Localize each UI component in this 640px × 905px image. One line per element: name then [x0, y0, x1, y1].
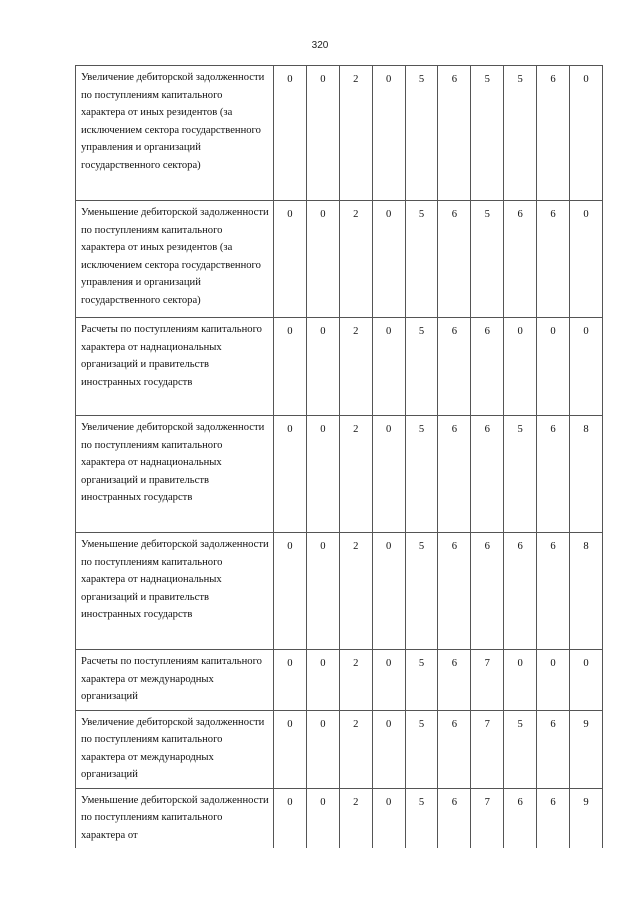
code-digit-cell: 0 [274, 533, 307, 650]
table-body [76, 66, 603, 849]
code-digit-cell: 0 [306, 416, 339, 533]
code-digit-cell: 0 [274, 650, 307, 711]
code-digit-cell: 0 [372, 201, 405, 318]
table-row [76, 710, 603, 788]
code-digit-cell: 2 [339, 416, 372, 533]
code-digit-cell: 8 [570, 533, 603, 650]
code-digit-cell: 6 [438, 318, 471, 416]
table-row [76, 416, 603, 533]
page-number: 320 [311, 40, 329, 51]
code-digit-cell: 6 [537, 710, 570, 788]
code-digit-cell: 6 [537, 66, 570, 201]
code-digit-cell: 0 [570, 201, 603, 318]
code-digit-cell: 6 [537, 788, 570, 848]
code-digit-cell: 2 [339, 710, 372, 788]
code-digit-cell: 6 [504, 788, 537, 848]
code-digit-cell: 2 [339, 533, 372, 650]
code-digit-cell: 6 [471, 318, 504, 416]
table-row [76, 533, 603, 650]
code-digit-cell: 0 [306, 710, 339, 788]
code-digit-cell: 7 [471, 788, 504, 848]
code-digit-cell: 0 [306, 650, 339, 711]
row-description: Расчеты по поступлениям капитального характера от наднациональных организаций и правительств иностранных государств [76, 318, 274, 416]
code-digit-cell: 5 [405, 416, 438, 533]
code-digit-cell: 0 [306, 66, 339, 201]
code-digit-cell: 8 [570, 416, 603, 533]
code-digit-cell: 0 [372, 533, 405, 650]
code-digit-cell: 0 [504, 650, 537, 711]
code-digit-cell: 6 [504, 533, 537, 650]
code-digit-cell: 0 [570, 66, 603, 201]
code-digit-cell: 0 [274, 788, 307, 848]
code-digit-cell: 0 [570, 650, 603, 711]
code-digit-cell: 5 [471, 201, 504, 318]
table-row [76, 66, 603, 201]
code-digit-cell: 7 [471, 710, 504, 788]
code-digit-cell: 0 [274, 201, 307, 318]
code-digit-cell: 6 [504, 201, 537, 318]
row-description: Увеличение дебиторской задолженности по поступлениям капитального характера от международных организаций [76, 710, 274, 788]
code-digit-cell: 6 [438, 201, 471, 318]
table-row [76, 788, 603, 848]
code-digit-cell: 5 [504, 710, 537, 788]
code-digit-cell: 5 [405, 318, 438, 416]
code-digit-cell: 9 [570, 788, 603, 848]
code-digit-cell: 7 [471, 650, 504, 711]
code-digit-cell: 5 [405, 788, 438, 848]
code-digit-cell: 0 [306, 318, 339, 416]
row-description: Уменьшение дебиторской задолженности по поступлениям капитального характера от [76, 788, 274, 848]
budget-code-table [75, 65, 603, 848]
table-row [76, 650, 603, 711]
code-digit-cell: 6 [537, 416, 570, 533]
code-digit-cell: 0 [372, 650, 405, 711]
code-digit-cell: 2 [339, 650, 372, 711]
code-digit-cell: 6 [471, 416, 504, 533]
code-digit-cell: 5 [471, 66, 504, 201]
code-digit-cell: 0 [372, 318, 405, 416]
code-digit-cell: 6 [438, 416, 471, 533]
code-digit-cell: 5 [405, 710, 438, 788]
code-digit-cell: 0 [306, 788, 339, 848]
code-digit-cell: 5 [405, 650, 438, 711]
code-digit-cell: 2 [339, 318, 372, 416]
code-digit-cell: 5 [504, 66, 537, 201]
code-digit-cell: 0 [274, 66, 307, 201]
code-digit-cell: 0 [274, 416, 307, 533]
code-digit-cell: 0 [372, 66, 405, 201]
code-digit-cell: 6 [537, 201, 570, 318]
code-digit-cell: 9 [570, 710, 603, 788]
code-digit-cell: 0 [306, 533, 339, 650]
code-digit-cell: 2 [339, 788, 372, 848]
code-digit-cell: 6 [438, 650, 471, 711]
code-digit-cell: 6 [438, 788, 471, 848]
code-digit-cell: 5 [405, 66, 438, 201]
table-row [76, 201, 603, 318]
code-digit-cell: 0 [306, 201, 339, 318]
code-digit-cell: 0 [372, 710, 405, 788]
code-digit-cell: 2 [339, 201, 372, 318]
code-digit-cell: 5 [504, 416, 537, 533]
code-digit-cell: 0 [274, 710, 307, 788]
code-digit-cell: 6 [438, 66, 471, 201]
code-digit-cell: 5 [405, 533, 438, 650]
row-description: Увеличение дебиторской задолженности по поступлениям капитального характера от иных резидентов (за исключением сектора государственного управления и организаций государственного сектора) [76, 66, 274, 201]
code-digit-cell: 0 [537, 318, 570, 416]
table-row [76, 318, 603, 416]
code-digit-cell: 0 [274, 318, 307, 416]
row-description: Увеличение дебиторской задолженности по поступлениям капитального характера от наднациональных организаций и правительств иностранных государств [76, 416, 274, 533]
code-digit-cell: 6 [537, 533, 570, 650]
code-digit-cell: 6 [438, 710, 471, 788]
code-digit-cell: 0 [504, 318, 537, 416]
code-digit-cell: 6 [438, 533, 471, 650]
code-digit-cell: 0 [570, 318, 603, 416]
row-description: Расчеты по поступлениям капитального характера от международных организаций [76, 650, 274, 711]
code-digit-cell: 2 [339, 66, 372, 201]
code-digit-cell: 0 [372, 788, 405, 848]
code-digit-cell: 6 [471, 533, 504, 650]
code-digit-cell: 0 [537, 650, 570, 711]
row-description: Уменьшение дебиторской задолженности по поступлениям капитального характера от наднациональных организаций и правительств иностранных государств [76, 533, 274, 650]
code-digit-cell: 5 [405, 201, 438, 318]
row-description: Уменьшение дебиторской задолженности по поступлениям капитального характера от иных резидентов (за исключением сектора государственного управления и организаций государственного сектора) [76, 201, 274, 318]
code-digit-cell: 0 [372, 416, 405, 533]
